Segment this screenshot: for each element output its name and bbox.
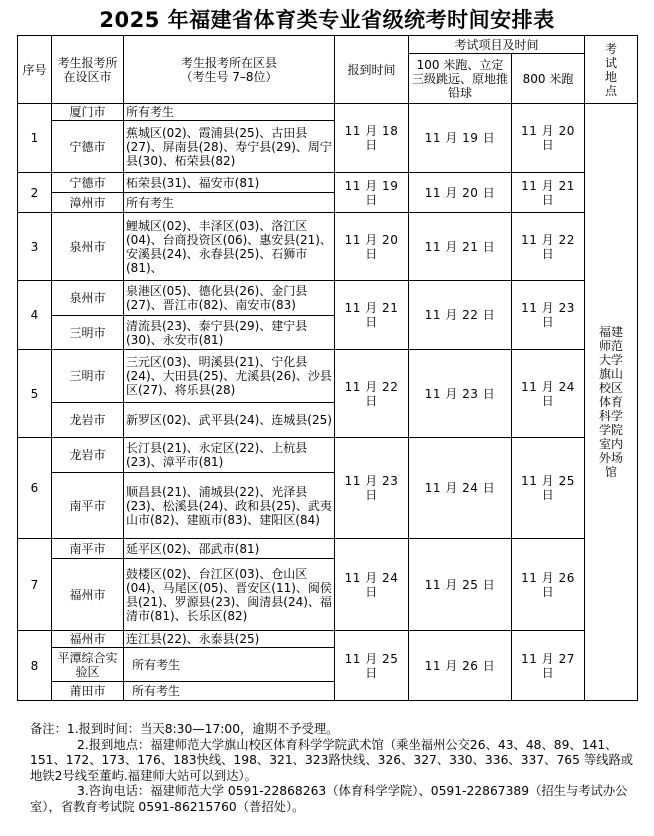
city-cell: 龙岩市 (52, 438, 124, 473)
header-county-label: 考生报考所在区县 (180, 55, 277, 70)
city-cell: 莆田市 (52, 682, 124, 701)
item-a-date-cell: 11 月 23 日 (409, 350, 512, 438)
seq-cell: 2 (18, 173, 52, 213)
item-b-date-cell: 11 月 27 日 (512, 631, 585, 701)
note-2: 2.报到地点：福建师范大学旗山校区体育科学学院武术馆（乘坐福州公交26、43、48、89、141、151、172、173、176、183快线、198、321、323路快线、326、327、330、336、337、765 等线路或地铁2号线至董屿.福建师大站可以到达）。 (30, 737, 634, 783)
seq-cell: 3 (18, 213, 52, 281)
city-cell: 泉州市 (52, 213, 124, 281)
item-b-date-cell: 11 月 21 日 (512, 173, 585, 213)
city-cell: 龙岩市 (52, 403, 124, 438)
table-row (18, 173, 638, 193)
schedule-table (17, 35, 638, 701)
item-b-date-cell: 11 月 20 日 (512, 104, 585, 173)
city-cell: 三明市 (52, 316, 124, 350)
city-cell: 平潭综合实验区 (52, 648, 124, 682)
note-3: 3.咨询电话：福建师范大学 0591-22868263（体育科学学院）、0591-22867389（招生与考试办公室），省教育考试院 0591-86215760（普招处）。 (30, 784, 628, 814)
header-venue: 考试地点 (585, 36, 638, 104)
city-cell: 福州市 (52, 631, 124, 648)
item-b-date-cell: 11 月 26 日 (512, 539, 585, 631)
city-cell: 南平市 (52, 539, 124, 559)
city-cell: 宁德市 (52, 173, 124, 193)
county-cell: 鼓楼区(02)、台江区(03)、仓山区(04)、马尾区(05)、晋安区(11)、闽侯县(21)、罗源县(23)、闽清县(24)、福清市(81)、长乐区(82) (124, 559, 335, 631)
city-cell: 三明市 (52, 350, 124, 403)
table-row (18, 438, 638, 473)
city-cell: 厦门市 (52, 104, 124, 121)
item-b-date-cell: 11 月 22 日 (512, 213, 585, 281)
table-row (18, 281, 638, 316)
item-a-date-cell: 11 月 24 日 (409, 438, 512, 539)
report-date-cell: 11 月 19 日 (335, 173, 409, 213)
county-cell: 三元区(03)、明溪县(21)、宁化县(24)、大田县(25)、尤溪县(26)、沙县区(27)、将乐县(28) (124, 350, 335, 403)
county-cell: 柘荣县(31)、福安市(81) (124, 173, 335, 193)
county-cell: 顺昌县(21)、浦城县(22)、光泽县(23)、松溪县(24)、政和县(25)、武夷山市(82)、建瓯市(83)、建阳区(84) (124, 473, 335, 539)
header-county (124, 36, 335, 104)
table-row (18, 539, 638, 559)
item-b-date-cell: 11 月 25 日 (512, 438, 585, 539)
table-row (18, 631, 638, 648)
city-cell: 宁德市 (52, 121, 124, 173)
table-row (18, 213, 638, 281)
item-a-date-cell: 11 月 19 日 (409, 104, 512, 173)
county-cell: 所有考生 (124, 682, 335, 701)
report-date-cell: 11 月 22 日 (335, 350, 409, 438)
report-date-cell: 11 月 23 日 (335, 438, 409, 539)
city-cell: 福州市 (52, 559, 124, 631)
table-row (18, 104, 638, 121)
header-county-note: （考生号 7–8位） (180, 69, 278, 84)
header-seq: 序号 (18, 36, 52, 104)
report-date-cell: 11 月 24 日 (335, 539, 409, 631)
report-date-cell: 11 月 18 日 (335, 104, 409, 173)
report-date-cell: 11 月 21 日 (335, 281, 409, 350)
item-a-date-cell: 11 月 26 日 (409, 631, 512, 701)
item-a-date-cell: 11 月 22 日 (409, 281, 512, 350)
county-cell: 泉港区(05)、德化县(26)、金门县(27)、晋江市(82)、南安市(83) (124, 281, 335, 316)
header-items-group: 考试项目及时间 (409, 36, 585, 54)
header-items-b: 800 米跑 (512, 54, 585, 104)
item-a-date-cell: 11 月 25 日 (409, 539, 512, 631)
venue-cell: 福建师范大学旗山校区体育科学学院室内外场馆 (585, 104, 638, 701)
item-b-date-cell: 11 月 23 日 (512, 281, 585, 350)
item-a-date-cell: 11 月 21 日 (409, 213, 512, 281)
seq-cell: 1 (18, 104, 52, 173)
seq-cell: 5 (18, 350, 52, 438)
report-date-cell: 11 月 25 日 (335, 631, 409, 701)
seq-cell: 6 (18, 438, 52, 539)
county-cell: 清流县(23)、泰宁县(29)、建宁县(30)、永安市(81) (124, 316, 335, 350)
item-a-date-cell: 11 月 20 日 (409, 173, 512, 213)
seq-cell: 7 (18, 539, 52, 631)
item-b-date-cell: 11 月 24 日 (512, 350, 585, 438)
notes (30, 722, 640, 815)
seq-cell: 8 (18, 631, 52, 701)
county-cell: 所有考生 (124, 193, 335, 213)
county-cell: 长汀县(21)、永定区(22)、上杭县(23)、漳平市(81) (124, 438, 335, 473)
header-report-time: 报到时间 (335, 36, 409, 104)
county-cell: 延平区(02)、邵武市(81) (124, 539, 335, 559)
report-date-cell: 11 月 20 日 (335, 213, 409, 281)
county-cell: 新罗区(02)、武平县(24)、连城县(25) (124, 403, 335, 438)
city-cell: 南平市 (52, 473, 124, 539)
header-items-a: 100 米跑、立定三级跳远、原地推铅球 (409, 54, 512, 104)
note-1: 备注：1.报到时间：当天8:30—17:00，逾期不予受理。 (30, 722, 339, 736)
header-city: 考生报考所在设区市 (52, 36, 124, 104)
page-title: 2025 年福建省体育类专业省级统考时间安排表 (99, 8, 555, 32)
county-cell: 所有考生 (124, 104, 335, 121)
county-cell: 鲤城区(02)、丰泽区(03)、洛江区(04)、台商投资区(06)、惠安县(21)、安溪县(24)、永春县(25)、石狮市(81)、 (124, 213, 335, 281)
seq-cell: 4 (18, 281, 52, 350)
table-row (18, 350, 638, 403)
county-cell: 所有考生 (124, 648, 335, 682)
county-cell: 连江县(22)、永泰县(25) (124, 631, 335, 648)
county-cell: 蕉城区(02)、霞浦县(25)、古田县(27)、屏南县(28)、寿宁县(29)、周宁县(30)、柘荣县(82) (124, 121, 335, 173)
city-cell: 泉州市 (52, 281, 124, 316)
city-cell: 漳州市 (52, 193, 124, 213)
